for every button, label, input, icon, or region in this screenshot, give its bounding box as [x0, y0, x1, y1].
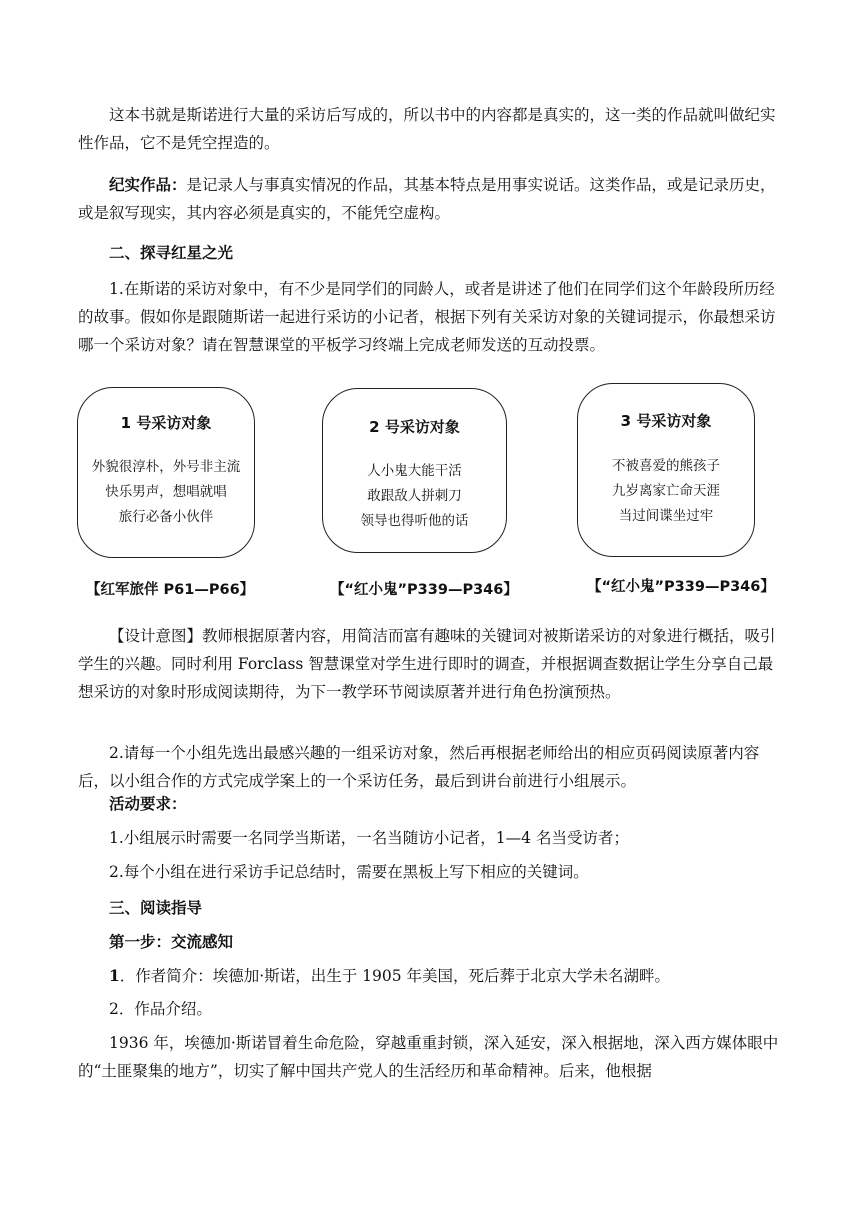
interviewee-keywords: [323, 459, 506, 534]
keyword-line: 九岁离家亡命天涯: [612, 483, 720, 499]
keyword-line: 敢跟敌人拼刺刀: [367, 488, 462, 504]
interviewee-title: 3 号采访对象: [620, 412, 712, 430]
design-intent-paragraph: 【设计意图】教师根据原著内容，用简洁而富有趣味的关键词对被斯诺采访的对象进行概括，吸引学生的兴趣。同时利用 Forclass 智慧课堂对学生进行即时的调查，并根据调查数据让学生分享自己最想采访的对象时形成阅读期待，为下一教学环节阅读原著并进行角色扮演预热。: [78, 627, 776, 701]
definition-text: 是记录人与事真实情况的作品，其基本特点是用事实说话。这类作品，或是记录历史，或是叙写现实，其内容必须是真实的，不能凭空虚构。: [78, 176, 776, 222]
requirement-2: 2.每个小组在进行采访手记总结时，需要在黑板上写下相应的关键词。: [109, 863, 589, 881]
interviewee-title: 2 号采访对象: [369, 418, 460, 436]
keyword-line: 不被喜爱的熊孩子: [612, 458, 720, 474]
keyword-line: 快乐男声，想唱就唱: [105, 484, 227, 500]
section-heading-3: 三、阅读指导: [109, 899, 203, 917]
interviewee-card-3[interactable]: [577, 383, 755, 557]
definition-paragraph: [78, 171, 786, 227]
section-heading-2: 二、探寻红星之光: [109, 244, 234, 262]
task2-paragraph: 2.请每一个小组先选出最感兴趣的一组采访对象，然后再根据老师给出的相应页码阅读原著内容后，以小组合作的方式完成学案上的一个采访任务，最后到讲台前进行小组展示。: [78, 744, 760, 790]
keyword-line: 外貌很淳朴，外号非主流: [91, 459, 241, 475]
keyword-line: 领导也得听他的话: [360, 513, 469, 529]
interviewee-card-1[interactable]: [77, 387, 255, 558]
author-intro: [78, 962, 786, 990]
interviewee-card-2[interactable]: [322, 388, 507, 553]
requirement-1: 1.小组展示时需要一名同学当斯诺，一名当随访小记者，1—4 名当受访者；: [109, 829, 629, 847]
task1-paragraph: 1.在斯诺的采访对象中，有不少是同学们的同龄人，或者是讲述了他们在同学们这个年龄段所历经的故事。假如你是跟随斯诺一起进行采访的小记者，根据下列有关采访对象的关键词提示，你最想采访哪一个采访对象？请在智慧课堂的平板学习终端上完成老师发送的互动投票。: [78, 280, 776, 354]
intro-paragraph: 这本书就是斯诺进行大量的采访后写成的，所以书中的内容都是真实的，这一类的作品就叫做纪实性作品，它不是凭空捏造的。: [78, 106, 776, 152]
item-number: 1: [109, 966, 120, 985]
keyword-line: 旅行必备小伙伴: [118, 509, 214, 525]
interviewee-keywords: [78, 455, 254, 530]
interviewee-caption-3: 【“红小鬼”P339—P346】: [587, 579, 775, 595]
keyword-line: 人小鬼大能干活: [367, 463, 462, 479]
background-paragraph: 1936 年，埃德加·斯诺冒着生命危险，穿越重重封锁，深入延安，深入根据地，深入西方媒体眼中的“土匪聚集的地方”，切实了解中国共产党人的生活经历和革命精神。后来，他根据: [78, 1034, 779, 1080]
interviewee-keywords: [578, 454, 754, 529]
interviewee-title: 1 号采访对象: [120, 414, 212, 432]
activity-requirements-title: 活动要求：: [109, 795, 187, 813]
keyword-line: 当过间谍坐过牢: [618, 508, 714, 524]
step-1-heading: 第一步：交流感知: [109, 933, 234, 951]
interviewee-caption-2: 【“红小鬼”P339—P346】: [330, 582, 518, 598]
definition-label: 纪实作品：: [109, 176, 187, 194]
interviewee-caption-1: 【红军旅伴 P61—P66】: [86, 582, 255, 598]
author-intro-text: ．作者简介：埃德加·斯诺，出生于 1905 年美国，死后葬于北京大学未名湖畔。: [119, 967, 671, 985]
work-intro: 2．作品介绍。: [109, 1000, 212, 1018]
